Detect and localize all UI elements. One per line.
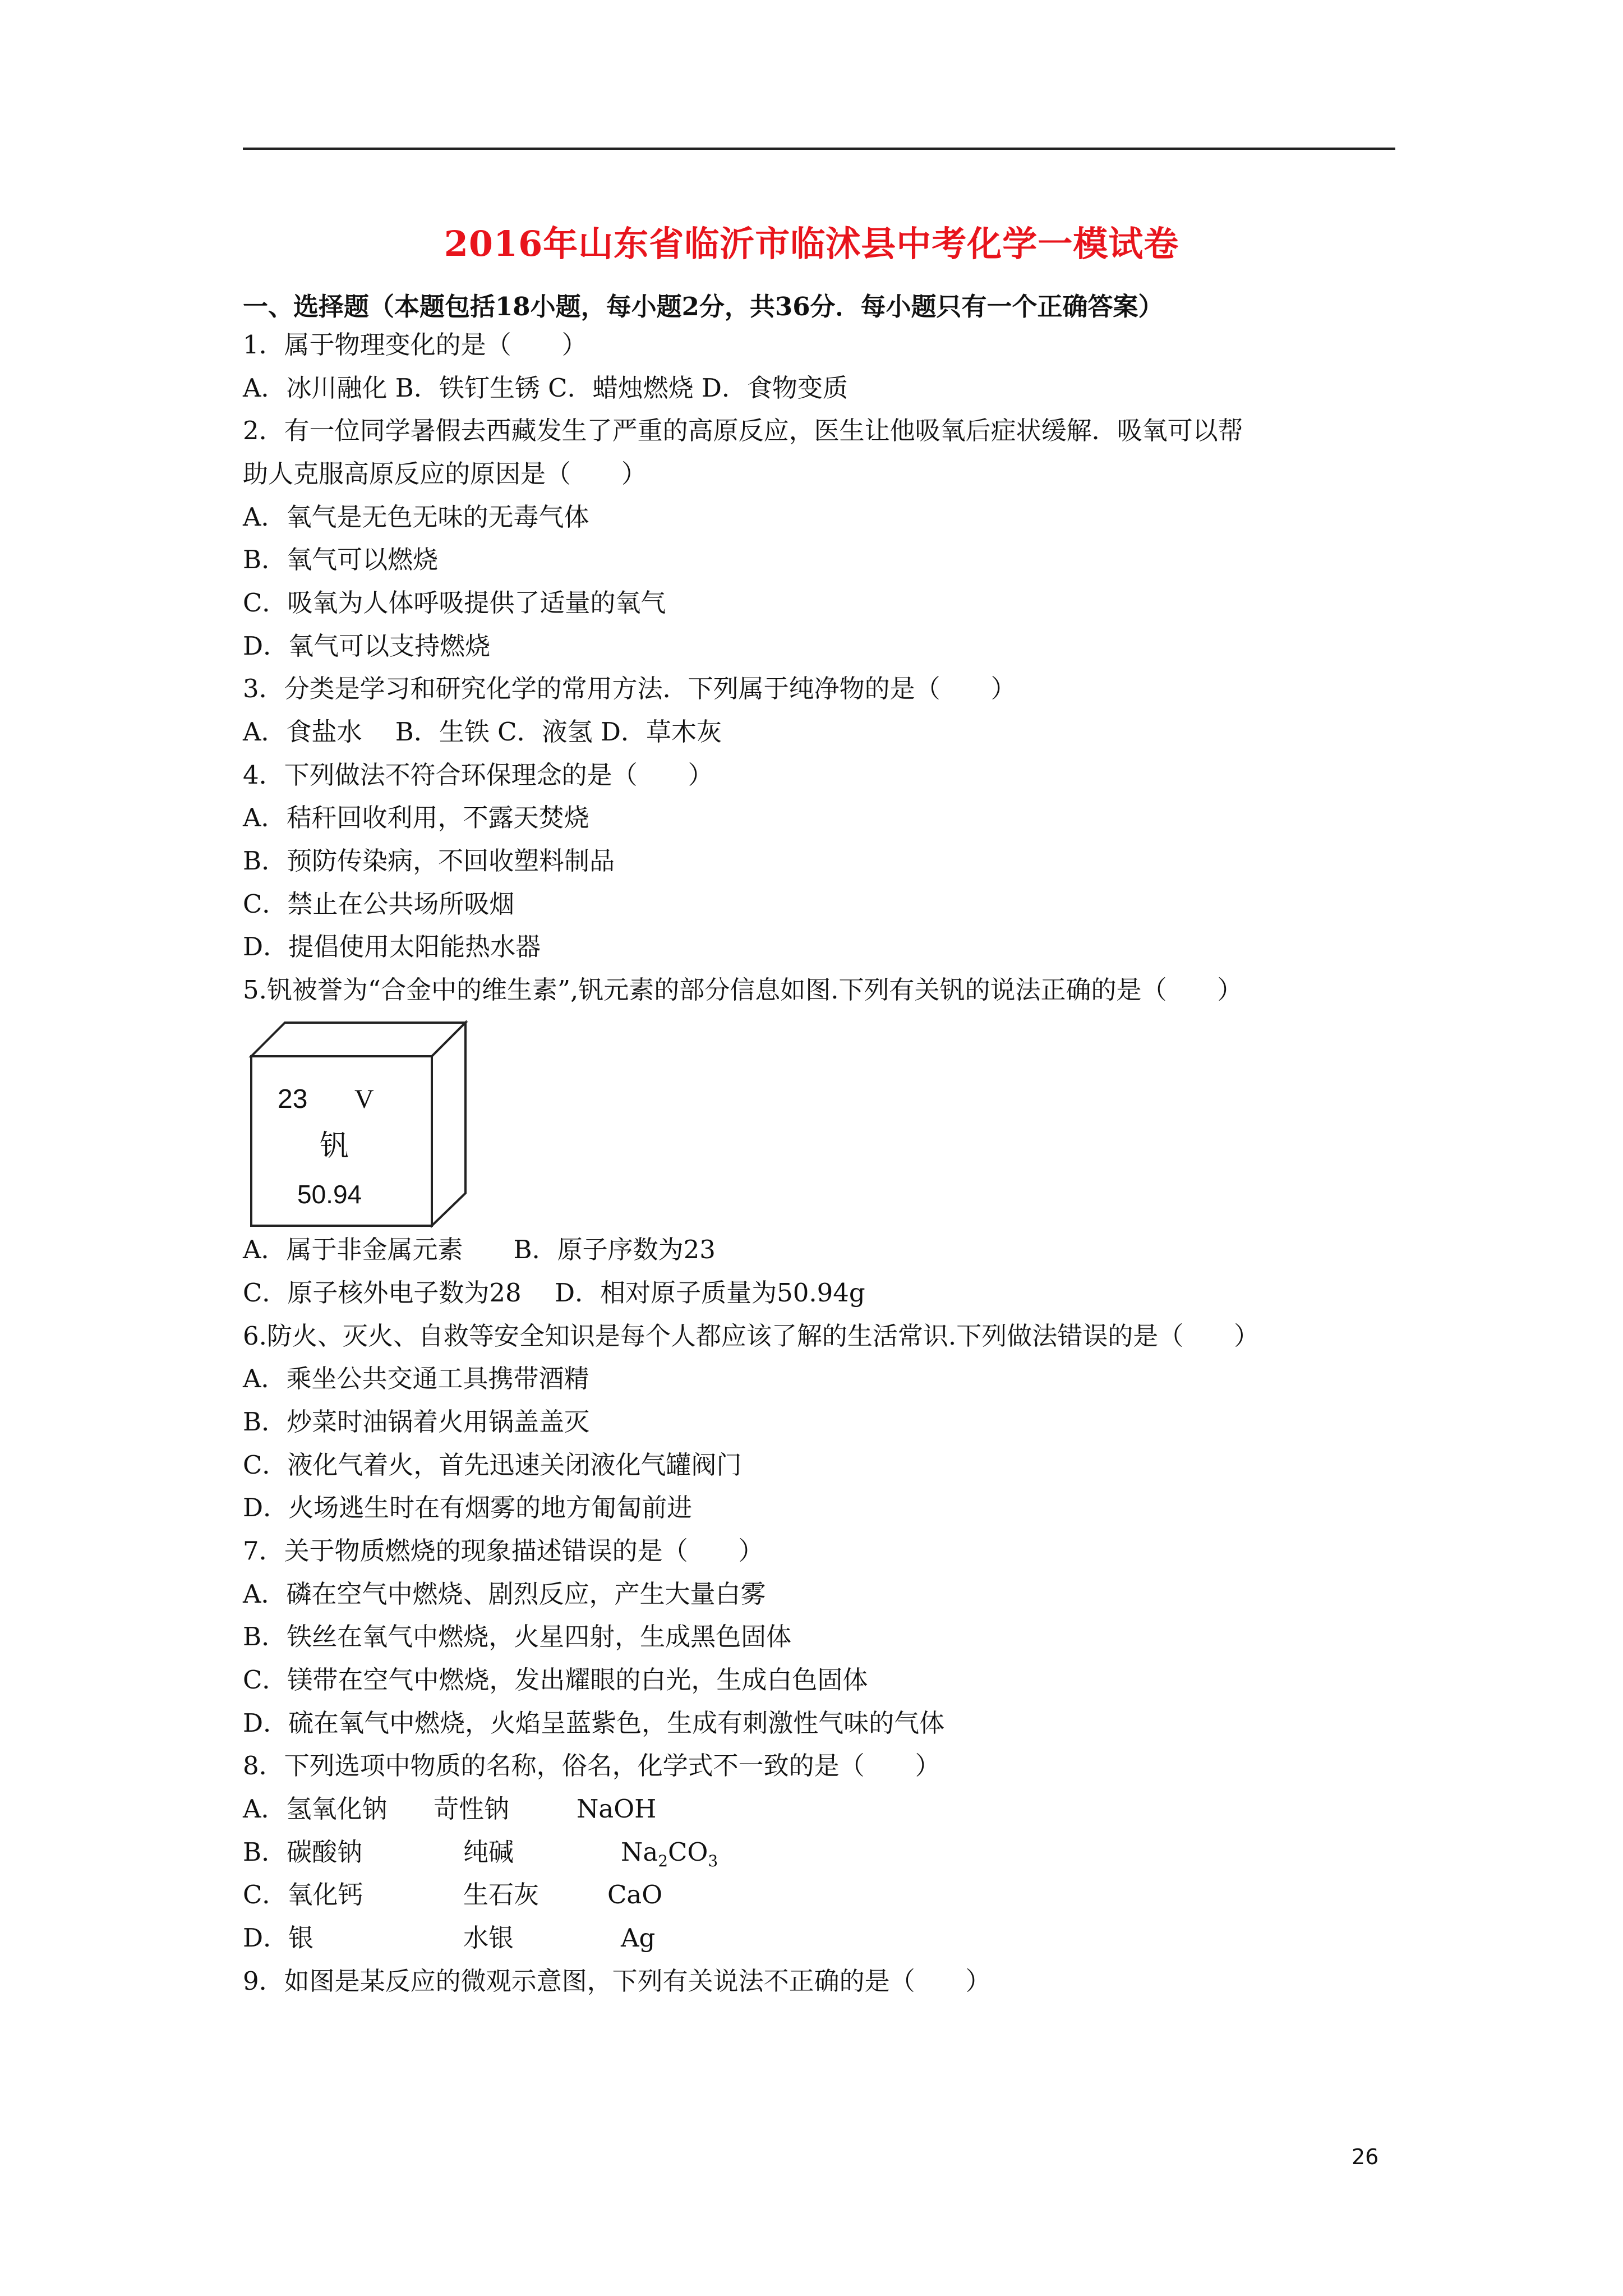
vanadium-element-box [247, 1018, 468, 1228]
question-2-option-c: C．吸氧为人体呼吸提供了适量的氧气 [243, 588, 666, 618]
row-label: B．碳酸钠 [243, 1837, 363, 1867]
element-atomic-number: 23 [278, 1084, 308, 1114]
header-rule [243, 148, 1395, 150]
question-5-options-cd: C．原子核外电子数为28 D．相对原子质量为50.94g [243, 1278, 865, 1308]
question-2-stem-cont: 助人克服高原反应的原因是（ ） [243, 459, 647, 489]
question-3-options: A．食盐水 B．生铁 C．液氢 D．草木灰 [243, 717, 722, 747]
row-label: A．氢氧化钠 [243, 1794, 388, 1824]
row-label: C．氧化钙 [243, 1880, 363, 1910]
question-4-stem: 4．下列做法不符合环保理念的是（ ） [243, 760, 713, 790]
row-label: D．银 [243, 1923, 314, 1953]
element-atomic-mass: 50.94 [297, 1180, 362, 1209]
row-common-name: 苛性钠 [434, 1794, 510, 1824]
question-8-row-c [243, 1878, 663, 1912]
row-formula: CaO [607, 1880, 663, 1910]
row-formula: Ag [621, 1923, 656, 1953]
element-name: 钒 [320, 1129, 349, 1163]
row-common-name: 生石灰 [463, 1880, 540, 1910]
question-9-stem: 9．如图是某反应的微观示意图，下列有关说法不正确的是（ ） [243, 1966, 991, 1996]
question-3-stem: 3．分类是学习和研究化学的常用方法．下列属于纯净物的是（ ） [243, 674, 1016, 703]
question-2-stem: 2．有一位同学暑假去西藏发生了严重的高原反应，医生让他吸氧后症状缓解．吸氧可以帮 [243, 416, 1243, 445]
question-2-option-a: A．氧气是无色无味的无毒气体 [243, 502, 589, 532]
page-title: 2016年山东省临沂市临沭县中考化学一模试卷 [444, 223, 1179, 264]
question-8-row-a [243, 1792, 657, 1826]
question-6-option-a: A．乘坐公共交通工具携带酒精 [243, 1364, 589, 1393]
page-number: 26 [1352, 2145, 1379, 2169]
row-formula: $Na_2CO_3$ [621, 1837, 718, 1870]
question-1-stem: 1．属于物理变化的是（ ） [243, 330, 587, 360]
question-2-option-d: D．氧气可以支持燃烧 [243, 631, 491, 661]
question-7-option-c: C．镁带在空气中燃烧，发出耀眼的白光，生成白色固体 [243, 1665, 868, 1695]
question-4-option-d: D．提倡使用太阳能热水器 [243, 932, 541, 961]
question-4-option-b: B．预防传染病，不回收塑料制品 [243, 846, 615, 876]
question-6-stem: 6.防火、灭火、自救等安全知识是每个人都应该了解的生活常识.下列做法错误的是（ ） [243, 1321, 1260, 1351]
question-8-stem: 8．下列选项中物质的名称，俗名，化学式不一致的是（ ） [243, 1751, 940, 1780]
question-4-option-a: A．秸秆回收利用，不露天焚烧 [243, 803, 589, 832]
question-7-option-a: A．磷在空气中燃烧、剧烈反应，产生大量白雾 [243, 1579, 766, 1609]
question-8-row-d [243, 1921, 656, 1955]
question-7-option-d: D．硫在氧气中燃烧，火焰呈蓝紫色，生成有刺激性气味的气体 [243, 1708, 945, 1738]
question-8-row-b [243, 1835, 718, 1870]
question-4-option-c: C．禁止在公共场所吸烟 [243, 889, 515, 919]
question-6-option-c: C．液化气着火，首先迅速关闭液化气罐阀门 [243, 1450, 742, 1480]
question-6-option-b: B．炒菜时油锅着火用锅盖盖灭 [243, 1407, 590, 1437]
element-symbol: V [354, 1084, 374, 1114]
question-7-option-b: B．铁丝在氧气中燃烧，火星四射，生成黑色固体 [243, 1622, 792, 1651]
row-common-name: 水银 [463, 1923, 514, 1953]
row-common-name: 纯碱 [463, 1837, 514, 1867]
question-6-option-d: D．火场逃生时在有烟雾的地方匍匐前进 [243, 1493, 693, 1522]
question-7-stem: 7．关于物质燃烧的现象描述错误的是（ ） [243, 1536, 764, 1566]
question-5-options-ab: A．属于非金属元素 B．原子序数为23 [243, 1235, 716, 1264]
row-formula: NaOH [577, 1794, 657, 1824]
question-5-stem: 5.钒被誉为“合金中的维生素”,钒元素的部分信息如图.下列有关钒的说法正确的是（ ） [243, 975, 1243, 1005]
question-2-option-b: B．氧气可以燃烧 [243, 545, 439, 574]
section-heading: 一、选择题（本题包括18小题，每小题2分，共36分．每小题只有一个正确答案） [243, 292, 1164, 321]
question-1-options: A．冰川融化 B．铁钉生锈 C．蜡烛燃烧 D．食物变质 [243, 373, 848, 403]
